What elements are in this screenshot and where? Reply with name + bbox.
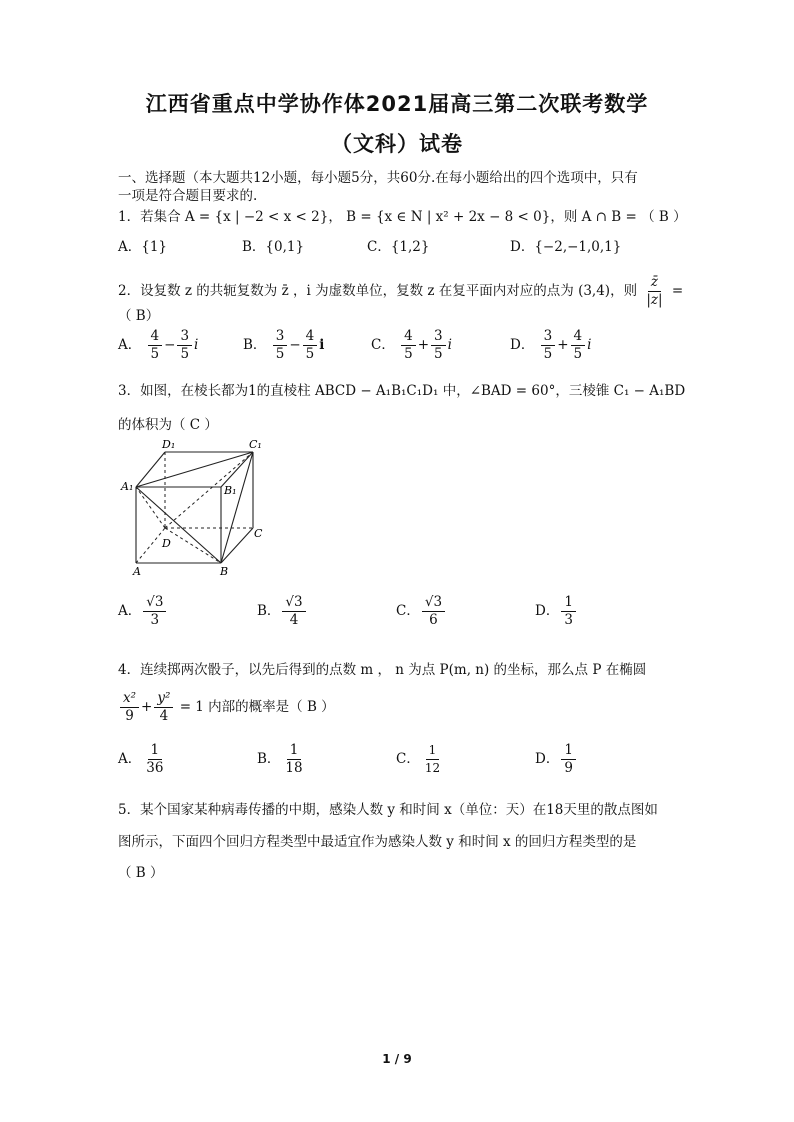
q2-d-d1: 5 <box>543 346 553 362</box>
q4-b-num: 1 <box>287 742 302 760</box>
q3-option-c <box>396 594 447 629</box>
q1-option-c: C．{1,2} <box>367 239 430 255</box>
q4-ellipse-d1: 9 <box>125 708 134 724</box>
q2-c-op: + <box>417 337 430 353</box>
exam-title: 江西省重点中学协作体2021届高三第二次联考数学 <box>145 92 649 116</box>
q2-a-d2: 5 <box>180 346 190 362</box>
q4-a-den: 36 <box>146 760 164 776</box>
q4-option-c <box>396 742 445 777</box>
q4-option-a <box>118 742 168 777</box>
q4-c-num: 1 <box>426 742 440 760</box>
q4-option-b <box>257 742 308 777</box>
question-1-stem: 1．若集合 A = {x | −2 < x < 2}， B = {x ∈ N | x² + 2x − 8 < 0}，则 A ∩ B = （ B ） <box>118 209 687 225</box>
question-4-stem: 4．连续掷两次骰子，以先后得到的点数 m ， n 为点 P(m, n) 的坐标，那么点 P 在椭圆 <box>118 662 647 678</box>
q1-option-a: A．{1} <box>118 239 168 255</box>
q4-option-c-label: C． <box>396 751 420 767</box>
q4-ellipse-d2: 4 <box>159 708 169 724</box>
q2-b-n2: 4 <box>303 328 318 346</box>
q2-a-op: − <box>164 337 176 353</box>
q2-b-op: − <box>289 337 301 353</box>
q3-option-b-label: B． <box>257 603 281 619</box>
q2-b-n1: 3 <box>273 328 288 346</box>
label-B: B <box>220 565 229 578</box>
q3-a-den: 3 <box>150 612 160 628</box>
q2-option-a-label: A． <box>118 337 142 353</box>
q4-ellipse-n2: y² <box>154 690 173 708</box>
q3-b-num: √3 <box>282 594 305 612</box>
q2-option-c <box>371 328 452 363</box>
label-D1: D₁ <box>162 438 176 451</box>
q3-option-b <box>257 594 308 629</box>
q2-c-n1: 4 <box>401 328 416 346</box>
q2-d-unit: i <box>587 337 592 353</box>
q2-c-n2: 3 <box>431 328 446 346</box>
q2-answer: （ B） <box>118 308 160 324</box>
q2-equals: = <box>671 283 684 299</box>
q3-b-den: 4 <box>289 612 299 628</box>
q4-d-num: 1 <box>561 742 576 760</box>
q3-c-den: 6 <box>429 612 438 628</box>
q4-c-den: 12 <box>424 761 441 775</box>
prism-figure <box>118 436 278 578</box>
q2-a-d1: 5 <box>150 346 160 362</box>
q1-option-d: D．{−2,−1,0,1} <box>510 239 622 255</box>
q2-b-d1: 5 <box>275 346 285 362</box>
q3-d-num: 1 <box>561 594 576 612</box>
q4-option-b-label: B． <box>257 751 281 767</box>
section-intro-1: 一、选择题（本大题共12小题，每小题5分，共60分.在每小题给出的四个选项中，只有 <box>118 170 638 186</box>
q2-d-n1: 3 <box>541 328 556 346</box>
q2-c-unit: i <box>447 337 452 353</box>
question-5-answer: （ B ） <box>118 865 164 881</box>
q3-option-a-label: A． <box>118 603 142 619</box>
q2-option-b <box>243 328 324 363</box>
q3-d-den: 3 <box>564 612 573 628</box>
q4-a-num: 1 <box>148 742 163 760</box>
q3-option-a <box>118 594 168 629</box>
q1-option-b: B．{0,1} <box>242 239 305 255</box>
q2-frac-num: z̄ <box>648 274 661 292</box>
q2-b-d2: 5 <box>305 346 315 362</box>
q2-d-n2: 4 <box>571 328 586 346</box>
label-B1: B₁ <box>224 484 237 497</box>
page-number: 1 / 9 <box>382 1052 412 1066</box>
label-A: A <box>133 565 141 578</box>
q2-option-d <box>510 328 591 363</box>
q2-c-d2: 5 <box>434 346 443 362</box>
q3-option-c-label: C． <box>396 603 420 619</box>
label-D: D <box>162 537 171 550</box>
exam-subtitle: （文科）试卷 <box>331 132 463 156</box>
label-C1: C₁ <box>249 438 262 451</box>
q2-frac-den: |z| <box>646 292 663 308</box>
question-5-line-1: 5．某个国家某种病毒传播的中期，感染人数 y 和时间 x（单位：天）在18天里的散点图如 <box>118 802 658 818</box>
q2-fraction <box>643 274 665 309</box>
question-3-stem-2: 的体积为（ C ） <box>118 417 218 433</box>
q4-option-d <box>535 742 578 777</box>
q4-ellipse-n1: x² <box>120 690 139 708</box>
q4-option-a-label: A． <box>118 751 142 767</box>
q2-a-n1: 4 <box>148 328 163 346</box>
q3-c-num: √3 <box>422 594 445 612</box>
question-4-stem-2 <box>118 690 335 725</box>
q2-a-unit: i <box>194 337 199 353</box>
q4-b-den: 18 <box>285 760 303 776</box>
q2-d-d2: 5 <box>573 346 583 362</box>
q2-stem-text: 2．设复数 z 的共轭复数为 z̄ ，i 为虚数单位，复数 z 在复平面内对应的点为 (3,4)，则 <box>118 283 638 299</box>
section-intro-2: 一项是符合题目要求的. <box>118 188 258 204</box>
q2-option-b-label: B． <box>243 337 267 353</box>
q2-option-d-label: D． <box>510 337 535 353</box>
q2-a-n2: 3 <box>177 328 192 346</box>
q3-option-d-label: D． <box>535 603 560 619</box>
question-2-stem <box>118 274 683 309</box>
q3-option-d <box>535 594 578 629</box>
q2-b-unit: i <box>319 337 325 353</box>
q2-c-d1: 5 <box>404 346 413 362</box>
q4-stem2-text: = 1 内部的概率是（ B ） <box>179 699 335 715</box>
q3-a-num: √3 <box>143 594 166 612</box>
q4-option-d-label: D． <box>535 751 560 767</box>
question-5-line-2: 图所示，下面四个回归方程类型中最适宜作为感染人数 y 和时间 x 的回归方程类型的是 <box>118 834 637 850</box>
q2-d-op: + <box>557 337 569 353</box>
q2-option-c-label: C． <box>371 337 395 353</box>
label-A1: A₁ <box>121 480 134 493</box>
q4-d-den: 9 <box>564 760 573 776</box>
label-C: C <box>254 527 263 540</box>
question-3-stem: 3．如图，在棱长都为1的直棱柱 ABCD − A₁B₁C₁D₁ 中，∠BAD = 60°，三棱锥 C₁ − A₁BD <box>118 383 686 399</box>
q4-ellipse-plus: + <box>141 699 153 715</box>
q2-option-a <box>118 328 198 363</box>
